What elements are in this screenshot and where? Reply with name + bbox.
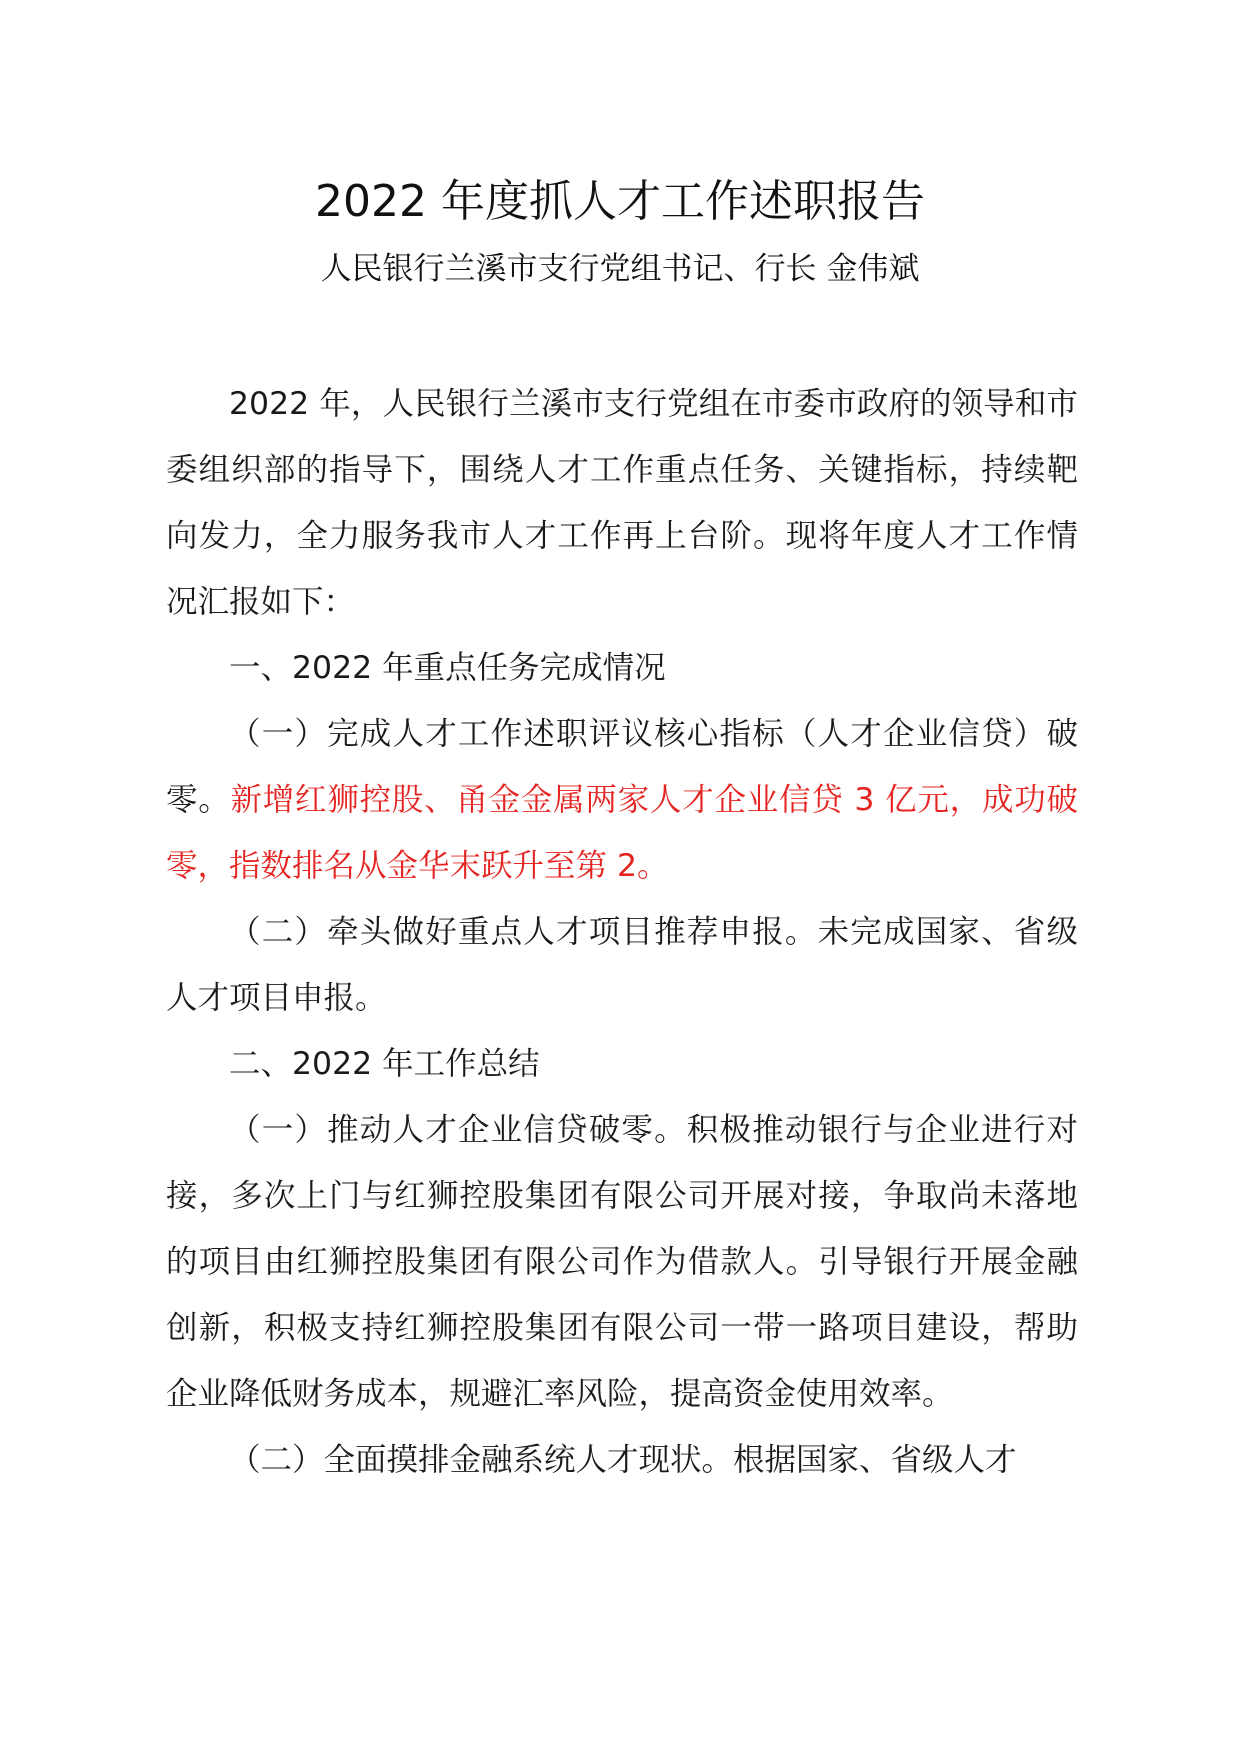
section-heading-1: 一、2022 年重点任务完成情况 [229,650,666,686]
summary-1-paragraph: （一）推动人才企业信贷破零。积极推动银行与企业进行对接，多次上门与红狮控股集团有限公司开展对接，争取尚未落地的项目由红狮控股集团有限公司作为借款人。引导银行开展金融创新，积极支持红狮控股集团有限公司一带一路项目建设，帮助企业降低财务成本，规避汇率风险，提高资金使用效率。 [166,1112,1078,1412]
task-1-paragraph [166,701,1078,899]
intro-paragraph: 2022 年，人民银行兰溪市支行党组在市委市政府的领导和市委组织部的指导下，围绕人才工作重点任务、关键指标，持续靶向发力，全力服务我市人才工作再上台阶。现将年度人才工作情况汇报如下： [166,386,1078,620]
section-heading-2: 二、2022 年工作总结 [229,1046,540,1082]
summary-2-paragraph: （二）全面摸排金融系统人才现状。根据国家、省级人才 [229,1442,1017,1478]
task-2-paragraph: （二）牵头做好重点人才项目推荐申报。未完成国家、省级人才项目申报。 [166,914,1078,1016]
document-title: 2022 年度抓人才工作述职报告 [315,176,925,227]
document-subtitle: 人民银行兰溪市支行党组书记、行长 金伟斌 [320,251,920,287]
document-body [166,371,1078,1493]
task-1-text: （一）完成人才工作述职评议核心指标（人才企业信贷）破零。 [166,716,1078,818]
task-1-highlight: 新增红狮控股、甬金金属两家人才企业信贷 3 亿元，成功破零，指数排名从金华末跃升至第 2。 [166,782,1078,884]
